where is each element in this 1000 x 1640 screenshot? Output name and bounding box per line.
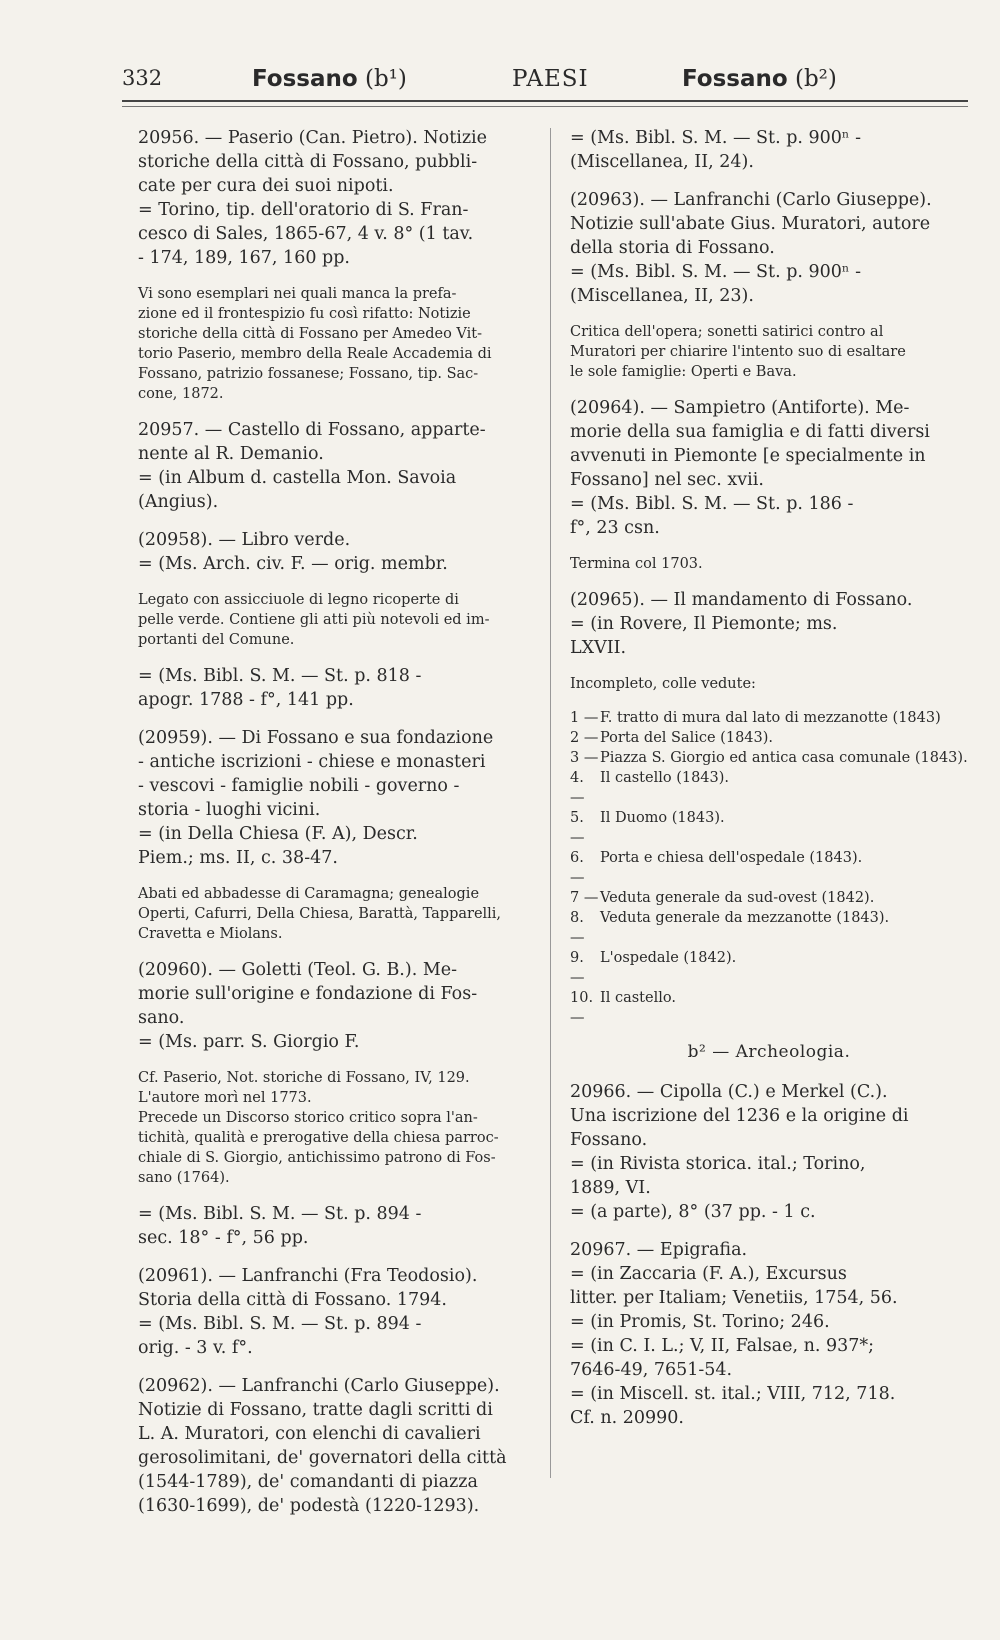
- list-item-number: 5. —: [570, 810, 585, 846]
- entry-line: f°, 23 csn.: [570, 518, 660, 538]
- entry-note: [570, 674, 968, 694]
- entry-line: sec. 18° - f°, 56 pp.: [138, 1228, 309, 1248]
- entry-note: [570, 322, 968, 382]
- list-item-number: 9. —: [570, 950, 585, 986]
- list-item-number: 4. —: [570, 770, 585, 806]
- list-item: [570, 988, 968, 1028]
- note-line: Operti, Cafurri, Della Chiesa, Barattà, Tapparelli,: [138, 906, 502, 922]
- entry-line: (Miscellanea, II, 23).: [570, 286, 754, 306]
- note-line: storiche della città di Fossano per Amedeo Vit-: [138, 326, 482, 342]
- entry-line: = (in Della Chiesa (F. A), Descr.: [138, 824, 418, 844]
- note-line: Cf. Paserio, Not. storiche di Fossano, IV, 129.: [138, 1070, 470, 1086]
- left-title-sub: (b¹): [364, 66, 407, 92]
- list-item: [570, 848, 968, 888]
- entry-line: L. A. Muratori, con elenchi di cavalieri: [138, 1424, 481, 1444]
- list-item-text: Il castello.: [600, 990, 676, 1006]
- entry-line: = (Ms. Bibl. S. M. — St. p. 818 -: [138, 666, 422, 686]
- note-line: Muratori per chiarire l'intento suo di esaltare: [570, 344, 906, 360]
- note-line: Vi sono esemplari nei quali manca la prefa-: [138, 286, 457, 302]
- bibliography-entry: [570, 396, 968, 540]
- note-line: pelle verde. Contiene gli atti più notevoli ed im-: [138, 612, 490, 628]
- entry-line: (20962). — Lanfranchi (Carlo Giuseppe).: [138, 1376, 500, 1396]
- entry-line: = (a parte), 8° (37 pp. - 1 c.: [570, 1202, 816, 1222]
- section-title: PAESI: [512, 66, 589, 92]
- entry-line: = (Ms. Bibl. S. M. — St. p. 900ⁿ -: [570, 262, 861, 282]
- entry-line: 20967. — Epigrafia.: [570, 1240, 748, 1260]
- entry-line: (20964). — Sampietro (Antiforte). Me-: [570, 398, 910, 418]
- note-line: chiale di S. Giorgio, antichissimo patrono di Fos-: [138, 1150, 496, 1166]
- entry-line: - vescovi - famiglie nobili - governo -: [138, 776, 460, 796]
- list-item-text: Veduta generale da mezzanotte (1843).: [600, 910, 890, 926]
- entry-line: (20965). — Il mandamento di Fossano.: [570, 590, 913, 610]
- entry-line: = (in Album d. castella Mon. Savoia: [138, 468, 457, 488]
- entry-line: apogr. 1788 - f°, 141 pp.: [138, 690, 354, 710]
- entry-line: gerosolimitani, de' governatori della città: [138, 1448, 507, 1468]
- entry-line: = (Ms. parr. S. Giorgio F.: [138, 1032, 360, 1052]
- note-line: torio Paserio, membro della Reale Accademia di: [138, 346, 492, 362]
- list-item-number: 7 —: [570, 890, 599, 906]
- entry-line: sano.: [138, 1008, 185, 1028]
- entry-line: nente al R. Demanio.: [138, 444, 324, 464]
- list-item-text: Porta e chiesa dell'ospedale (1843).: [600, 850, 863, 866]
- entry-line: cesco di Sales, 1865-67, 4 v. 8° (1 tav.: [138, 224, 474, 244]
- entry-line: 20966. — Cipolla (C.) e Merkel (C.).: [570, 1082, 888, 1102]
- list-item-text: Porta del Salice (1843).: [600, 730, 774, 746]
- entry-line: orig. - 3 v. f°.: [138, 1338, 253, 1358]
- bibliography-entry: [138, 1264, 534, 1360]
- entry-line: - antiche iscrizioni - chiese e monasteri: [138, 752, 486, 772]
- list-item-text: F. tratto di mura dal lato di mezzanotte (1843): [600, 710, 941, 726]
- entry-line: (1630-1699), de' podestà (1220-1293).: [138, 1496, 480, 1516]
- note-line: Termina col 1703.: [570, 556, 703, 572]
- entry-line: = (Ms. Bibl. S. M. — St. p. 186 -: [570, 494, 854, 514]
- list-item: [570, 908, 968, 948]
- entry-line: = (Ms. Arch. civ. F. — orig. membr.: [138, 554, 448, 574]
- bibliography-entry: [138, 126, 534, 270]
- list-item-text: L'ospedale (1842).: [600, 950, 737, 966]
- bibliography-entry: [138, 664, 534, 712]
- entry-line: = (in Zaccaria (F. A.), Excursus: [570, 1264, 847, 1284]
- note-line: cone, 1872.: [138, 386, 224, 402]
- list-item: [570, 768, 968, 808]
- header-rule: [122, 100, 968, 102]
- right-column: [570, 126, 968, 1444]
- entry-line: (20963). — Lanfranchi (Carlo Giuseppe).: [570, 190, 932, 210]
- entry-line: (1544-1789), de' comandanti di piazza: [138, 1472, 478, 1492]
- note-line: Cravetta e Miolans.: [138, 926, 283, 942]
- views-list: [570, 708, 968, 1028]
- list-item-text: Veduta generale da sud-ovest (1842).: [600, 890, 875, 906]
- note-line: Abati ed abbadesse di Caramagna; genealogie: [138, 886, 480, 902]
- right-title-sub: (b²): [794, 66, 837, 92]
- entry-line: 1889, VI.: [570, 1178, 651, 1198]
- list-item-text: Il Duomo (1843).: [600, 810, 725, 826]
- list-item: [570, 948, 968, 988]
- left-title-text: Fossano: [252, 66, 358, 92]
- bibliography-entry: [570, 1080, 968, 1224]
- list-item-number: 2 —: [570, 730, 599, 746]
- entry-note: [570, 554, 968, 574]
- entry-line: della storia di Fossano.: [570, 238, 775, 258]
- note-line: zione ed il frontespizio fu così rifatto: Notizie: [138, 306, 471, 322]
- entry-line: = (Ms. Bibl. S. M. — St. p. 894 -: [138, 1314, 422, 1334]
- entry-line: - 174, 189, 167, 160 pp.: [138, 248, 350, 268]
- entry-line: 20956. — Paserio (Can. Pietro). Notizie: [138, 128, 487, 148]
- note-line: sano (1764).: [138, 1170, 230, 1186]
- entry-line: Storia della città di Fossano. 1794.: [138, 1290, 447, 1310]
- list-item-number: 3 —: [570, 750, 599, 766]
- list-item: [570, 888, 968, 908]
- left-column: [138, 126, 534, 1532]
- bibliography-entry: [570, 1238, 968, 1430]
- right-running-title: [682, 66, 837, 92]
- list-item-number: 1 —: [570, 710, 599, 726]
- note-line: L'autore morì nel 1773.: [138, 1090, 312, 1106]
- bibliography-entry: [138, 726, 534, 870]
- entry-line: = (in C. I. L.; V, II, Falsae, n. 937*;: [570, 1336, 875, 1356]
- entry-line: Notizie sull'abate Gius. Muratori, autore: [570, 214, 931, 234]
- entry-line: = (in Promis, St. Torino; 246.: [570, 1312, 830, 1332]
- entry-line: (Angius).: [138, 492, 219, 512]
- entry-line: (20961). — Lanfranchi (Fra Teodosio).: [138, 1266, 478, 1286]
- list-item-number: 10. —: [570, 990, 594, 1026]
- entry-note: [138, 284, 534, 404]
- entry-line: 7646-49, 7651-54.: [570, 1360, 733, 1380]
- entry-line: storia - luoghi vicini.: [138, 800, 321, 820]
- entry-line: (20958). — Libro verde.: [138, 530, 351, 550]
- note-line: portanti del Comune.: [138, 632, 295, 648]
- entry-line: (20960). — Goletti (Teol. G. B.). Me-: [138, 960, 458, 980]
- list-item: [570, 708, 968, 728]
- entry-line: storiche della città di Fossano, pubbli-: [138, 152, 478, 172]
- entry-line: = (in Miscell. st. ital.; VIII, 712, 718.: [570, 1384, 896, 1404]
- entry-line: litter. per Italiam; Venetiis, 1754, 56.: [570, 1288, 898, 1308]
- note-line: Incompleto, colle vedute:: [570, 676, 756, 692]
- entry-note: [138, 1068, 534, 1188]
- bibliography-entry: [138, 1374, 534, 1518]
- entry-line: Una iscrizione del 1236 e la origine di: [570, 1106, 909, 1126]
- entry-line: = (in Rivista storica. ital.; Torino,: [570, 1154, 866, 1174]
- entry-line: = (Ms. Bibl. S. M. — St. p. 894 -: [138, 1204, 422, 1224]
- entry-note: [138, 884, 534, 944]
- bibliography-entry: [138, 958, 534, 1054]
- entry-line: (20959). — Di Fossano e sua fondazione: [138, 728, 494, 748]
- entry-line: Piem.; ms. II, c. 38-47.: [138, 848, 338, 868]
- note-line: le sole famiglie: Operti e Bava.: [570, 364, 797, 380]
- entry-line: = Torino, tip. dell'oratorio di S. Fran-: [138, 200, 469, 220]
- note-line: Precede un Discorso storico critico sopra l'an-: [138, 1110, 478, 1126]
- entry-line: cate per cura dei suoi nipoti.: [138, 176, 394, 196]
- note-line: Fossano, patrizio fossanese; Fossano, tip. Sac-: [138, 366, 479, 382]
- entry-line: = (Ms. Bibl. S. M. — St. p. 900ⁿ -: [570, 128, 861, 148]
- entry-line: Fossano.: [570, 1130, 648, 1150]
- entry-line: (Miscellanea, II, 24).: [570, 152, 754, 172]
- bibliography-entry: [138, 418, 534, 514]
- page-number: 332: [122, 66, 163, 90]
- list-item-number: 6. —: [570, 850, 585, 886]
- subsection-heading: b² — Archeologia.: [687, 1042, 851, 1062]
- bibliography-entry: [570, 188, 968, 308]
- bibliography-entry: [138, 528, 534, 576]
- left-running-title: [252, 66, 407, 92]
- entry-note: [138, 590, 534, 650]
- entry-line: 20957. — Castello di Fossano, apparte-: [138, 420, 486, 440]
- running-header: [122, 62, 968, 102]
- header-rule-thin: [122, 106, 968, 107]
- column-divider: [550, 128, 551, 1478]
- note-line: Critica dell'opera; sonetti satirici contro al: [570, 324, 884, 340]
- bibliography-entry: [570, 126, 968, 174]
- note-line: tichità, qualità e prerogative della chiesa parroc-: [138, 1130, 499, 1146]
- entry-line: morie sull'origine e fondazione di Fos-: [138, 984, 478, 1004]
- entry-line: avvenuti in Piemonte [e specialmente in: [570, 446, 926, 466]
- entry-line: Cf. n. 20990.: [570, 1408, 684, 1428]
- list-item-text: Il castello (1843).: [600, 770, 730, 786]
- list-item: [570, 748, 968, 768]
- entry-line: morie della sua famiglia e di fatti diversi: [570, 422, 930, 442]
- entry-line: Fossano] nel sec. xvii.: [570, 470, 764, 490]
- list-item: [570, 808, 968, 848]
- entry-line: = (in Rovere, Il Piemonte; ms.: [570, 614, 838, 634]
- bibliography-entry: [570, 588, 968, 660]
- right-title-text: Fossano: [682, 66, 788, 92]
- entry-line: LXVII.: [570, 638, 627, 658]
- note-line: Legato con assicciuole di legno ricoperte di: [138, 592, 459, 608]
- bibliography-entry: [138, 1202, 534, 1250]
- list-item-text: Piazza S. Giorgio ed antica casa comunale (1843).: [600, 750, 968, 766]
- list-item: [570, 728, 968, 748]
- list-item-number: 8. —: [570, 910, 585, 946]
- entry-line: Notizie di Fossano, tratte dagli scritti di: [138, 1400, 493, 1420]
